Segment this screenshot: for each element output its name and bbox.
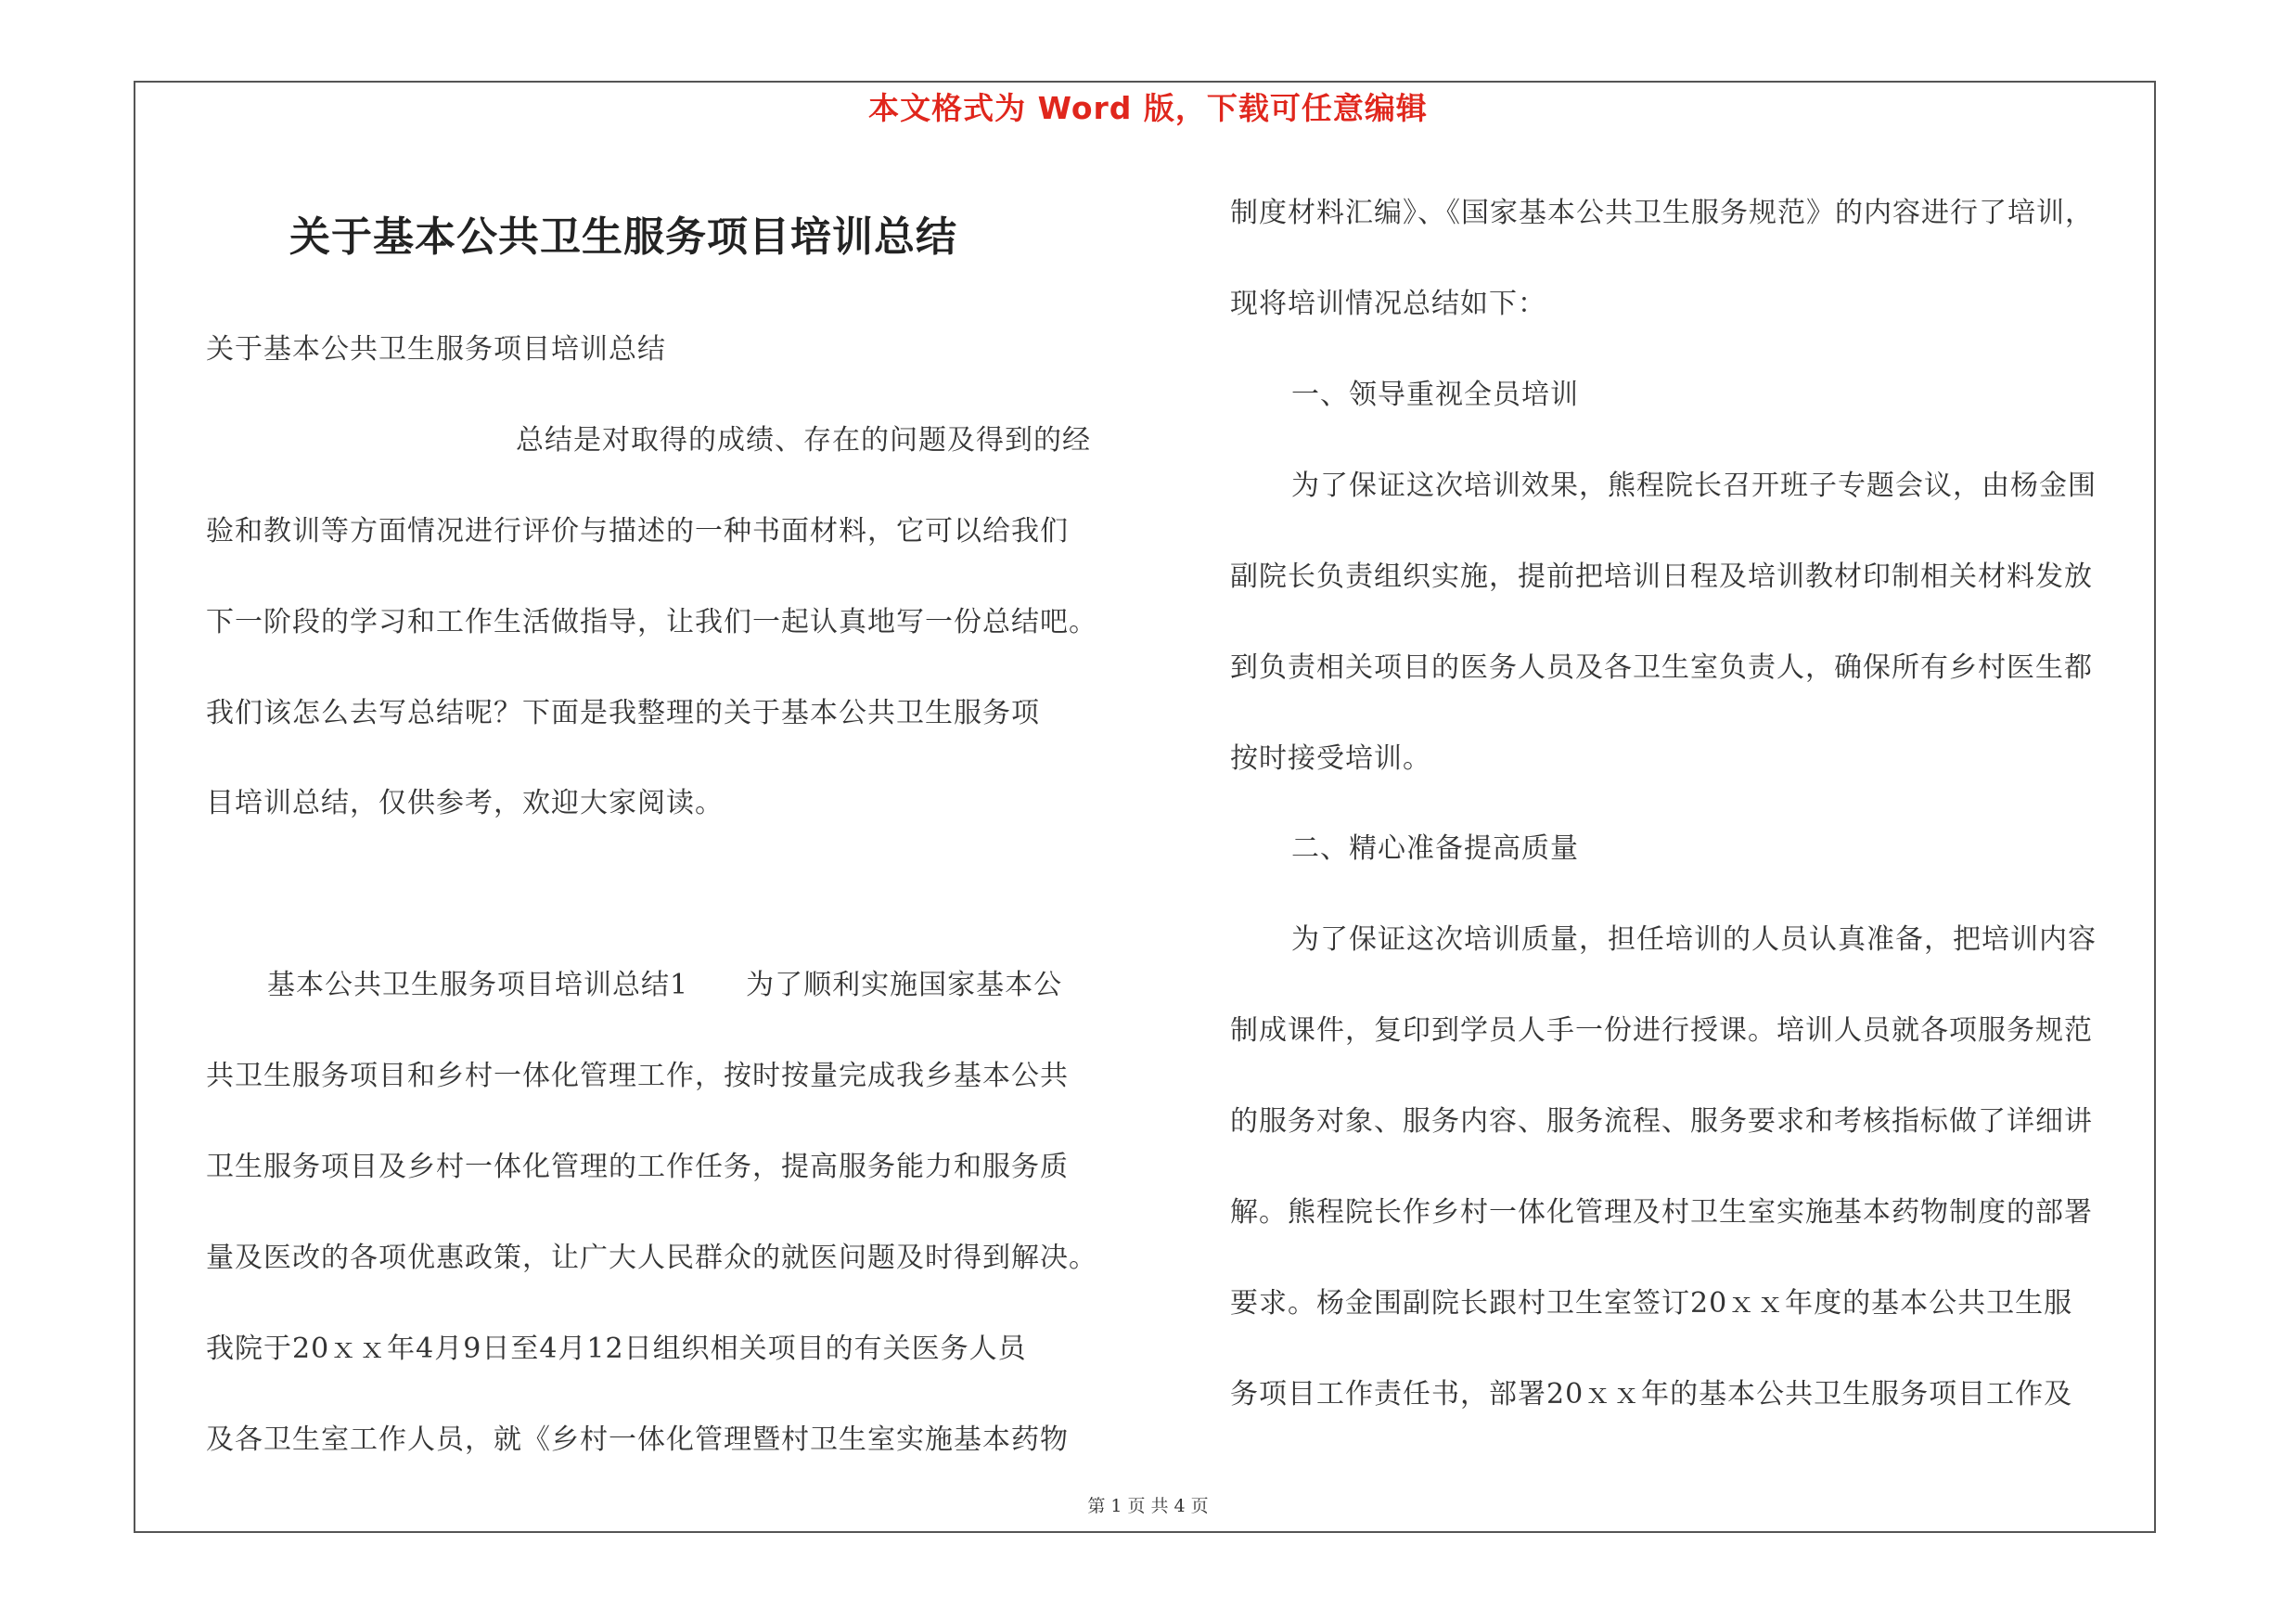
left-line-7: 基本公共卫生服务项目培训总结1 为了顺利实施国家基本公 — [267, 969, 1063, 1001]
right-line-12: 解。熊程院长作乡村一体化管理及村卫生室实施基本药物制度的部署 — [1230, 1196, 2093, 1229]
left-line-1: 关于基本公共卫生服务项目培训总结 — [206, 333, 666, 366]
format-banner: 本文格式为 Word 版，下载可任意编辑 — [868, 90, 1428, 126]
right-line-2: 现将培训情况总结如下： — [1230, 288, 1546, 320]
right-line-1: 制度材料汇编》、《国家基本公共卫生服务规范》的内容进行了培训， — [1230, 197, 2094, 229]
right-line-7: 按时接受培训。 — [1230, 742, 1431, 775]
right-line-3: 一、领导重视全员培训 — [1291, 379, 1579, 411]
left-line-6: 目培训总结，仅供参考，欢迎大家阅读。 — [206, 787, 724, 819]
right-line-10: 制成课件，复印到学员人手一份进行授课。培训人员就各项服务规范 — [1230, 1014, 2093, 1047]
left-line-2: 总结是对取得的成绩、存在的问题及得到的经 — [516, 424, 1091, 457]
right-line-14: 务项目工作责任书，部署20ｘｘ年的基本公共卫生服务项目工作及 — [1230, 1378, 2073, 1410]
right-line-9: 为了保证这次培训质量，担任培训的人员认真准备，把培训内容 — [1291, 923, 2097, 956]
left-line-8: 共卫生服务项目和乡村一体化管理工作，按时按量完成我乡基本公共 — [206, 1060, 1069, 1092]
right-line-5: 副院长负责组织实施，提前把培训日程及培训教材印制相关材料发放 — [1230, 560, 2093, 593]
right-line-11: 的服务对象、服务内容、服务流程、服务要求和考核指标做了详细讲 — [1230, 1105, 2093, 1138]
left-line-5: 我们该怎么去写总结呢？下面是我整理的关于基本公共卫生服务项 — [206, 697, 1040, 729]
left-line-12: 及各卫生室工作人员，就《乡村一体化管理暨村卫生室实施基本药物 — [206, 1423, 1069, 1456]
document-title: 关于基本公共卫生服务项目培训总结 — [289, 213, 957, 261]
left-line-4: 下一阶段的学习和工作生活做指导，让我们一起认真地写一份总结吧。 — [206, 606, 1097, 638]
right-line-13: 要求。杨金围副院长跟村卫生室签订20ｘｘ年度的基本公共卫生服 — [1230, 1287, 2073, 1320]
page-number-footer: 第 1 页 共 4 页 — [1087, 1496, 1209, 1516]
left-line-11: 我院于20ｘｘ年4月9日至4月12日组织相关项目的有关医务人员 — [206, 1333, 1027, 1365]
left-line-3: 验和教训等方面情况进行评价与描述的一种书面材料，它可以给我们 — [206, 515, 1069, 547]
left-line-10: 量及医改的各项优惠政策，让广大人民群众的就医问题及时得到解决。 — [206, 1242, 1097, 1274]
right-line-4: 为了保证这次培训效果，熊程院长召开班子专题会议，由杨金围 — [1291, 470, 2097, 502]
right-line-8: 二、精心准备提高质量 — [1291, 832, 1579, 865]
left-line-9: 卫生服务项目及乡村一体化管理的工作任务，提高服务能力和服务质 — [206, 1151, 1069, 1183]
right-line-6: 到负责相关项目的医务人员及各卫生室负责人，确保所有乡村医生都 — [1230, 651, 2093, 684]
